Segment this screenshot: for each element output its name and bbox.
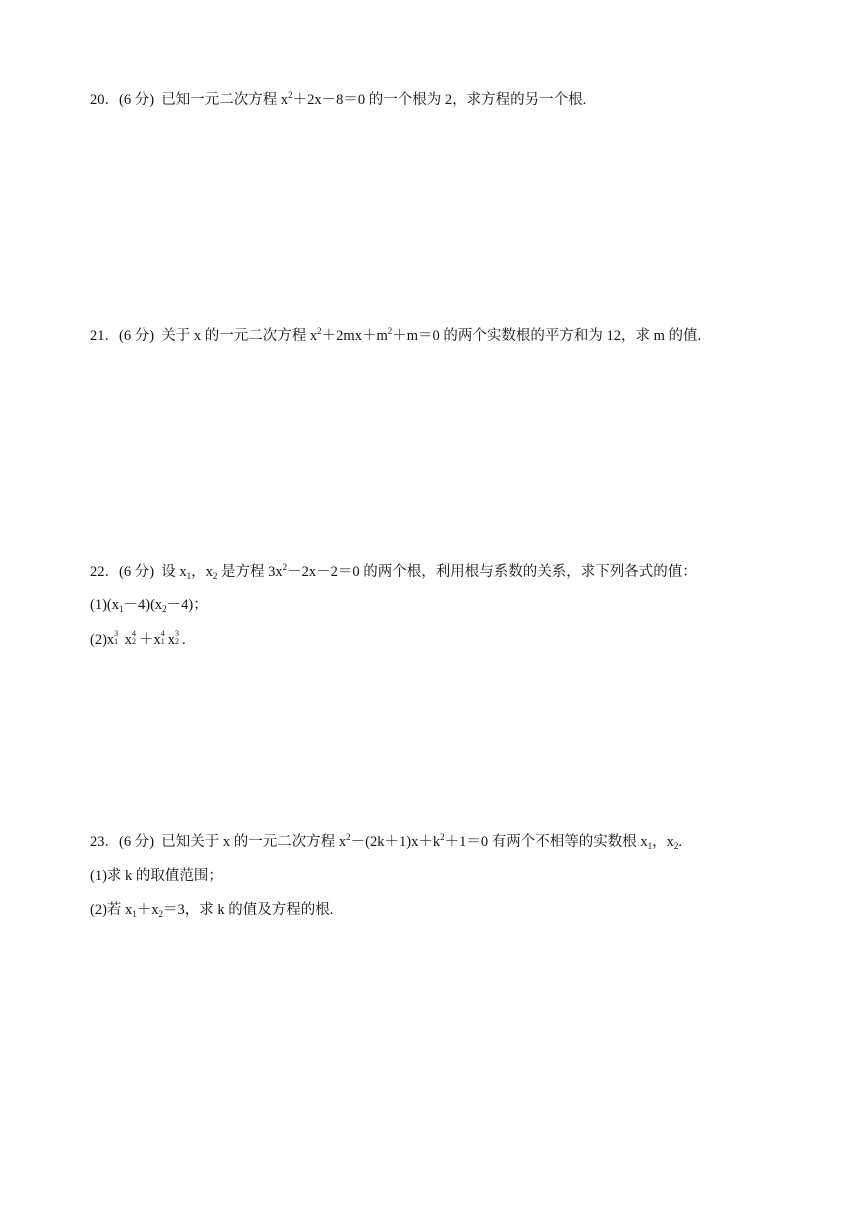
- super-sub-index: [132, 629, 139, 646]
- question-number: 20: [90, 92, 105, 108]
- question-23-part-1: [90, 867, 223, 885]
- subscript: 2: [162, 604, 167, 614]
- subscript: 2: [212, 571, 218, 581]
- subscript: 2: [132, 637, 137, 646]
- exponent: 2: [288, 90, 293, 100]
- question-text: 已知一元二次方程 x: [161, 92, 289, 108]
- exponent: 2: [317, 326, 322, 336]
- question-22-part-1: [90, 596, 208, 614]
- part-text: －4)(x: [123, 597, 163, 613]
- question-text: ＋1＝0 有两个不相等的实数根 x: [444, 834, 648, 850]
- question-text: ＋2x－8＝0 的一个根为 2，求方程的另一个根.: [292, 92, 587, 108]
- question-points: (6 分): [119, 328, 155, 344]
- question-points: (6 分): [119, 92, 155, 108]
- question-number: 23: [90, 834, 105, 850]
- superscript: 4: [160, 629, 165, 638]
- question-text: ，x: [191, 564, 213, 580]
- question-22-part-2: [90, 631, 186, 649]
- question-text: 设 x: [161, 564, 187, 580]
- question-text: ＋2mx＋m: [321, 328, 388, 344]
- subscript: 2: [175, 637, 180, 646]
- part-text: .: [182, 632, 186, 648]
- question-number: 21: [90, 328, 105, 344]
- subscript: 2: [158, 909, 164, 919]
- question-text: ＋m＝0 的两个实数根的平方和为 12，求 m 的值.: [392, 328, 702, 344]
- question-20: 20．(6 分) 已知一元二次方程 $x^2+2x-8=0$ 的一个根为 2，求方程的另一个根.: [90, 90, 587, 108]
- subscript: 1: [119, 604, 124, 614]
- question-text: －(2k＋1)x＋k: [350, 834, 441, 850]
- super-sub-index: [160, 629, 168, 646]
- part-text: x: [124, 632, 133, 648]
- question-text: 是方程 3x: [217, 564, 283, 580]
- super-sub-index: [175, 629, 182, 646]
- super-sub-index: [114, 629, 121, 646]
- part-text: (2)若 x: [90, 902, 133, 918]
- question-23-part-2: [90, 901, 333, 919]
- question-text: 已知关于 x 的一元二次方程 x: [161, 834, 347, 850]
- subscript: 1: [186, 571, 192, 581]
- part-text: (1)(x: [90, 597, 119, 613]
- exponent: 2: [282, 562, 288, 572]
- question-points: (6 分): [119, 834, 155, 850]
- part-text: ＋x: [136, 902, 159, 918]
- subscript: 1: [647, 841, 653, 851]
- part-text: (2)x: [90, 632, 115, 648]
- part-text: ＋x: [139, 632, 161, 648]
- question-text: －2x－2＝0 的两个根，利用根与系数的关系，求下列各式的值：: [287, 564, 697, 580]
- part-text: ＝3，求 k 的值及方程的根.: [163, 902, 334, 918]
- question-text: .: [678, 834, 682, 850]
- question-text: 关于 x 的一元二次方程 x: [161, 328, 318, 344]
- subscript: 1: [160, 637, 165, 646]
- exponent: 2: [440, 832, 445, 842]
- part-text: (1)求 k 的取值范围；: [90, 868, 223, 884]
- question-23: 23．(6 分) 已知关于 x 的一元二次方程 $x^2-(2k+1)x+k^2+1=0$ 有两个不相等的实数根 $x_1$，$x_2$.: [90, 832, 682, 851]
- subscript: 1: [114, 637, 119, 646]
- question-22: 22．(6 分) 设 $x_1$，$x_2$ 是方程 $3x^2-2x-2=0$ 的两个根，利用根与系数的关系，求下列各式的值：: [90, 562, 697, 581]
- part-text: －4)；: [166, 597, 208, 613]
- subscript: 1: [132, 909, 137, 919]
- superscript: 3: [175, 629, 180, 638]
- subscript: 2: [673, 841, 679, 851]
- part-text: x: [167, 632, 176, 648]
- question-21: 21．(6 分) 关于 x 的一元二次方程 $x^2+2mx+m^2+m=0$ 的两个实数根的平方和为 12，求 m 的值.: [90, 326, 702, 344]
- superscript: 3: [114, 629, 119, 638]
- exponent: 2: [387, 326, 393, 336]
- question-points: (6 分): [119, 564, 155, 580]
- superscript: 4: [132, 629, 137, 638]
- question-number: 22: [90, 564, 105, 580]
- exponent: 2: [346, 832, 351, 842]
- question-text: ，x: [652, 834, 674, 850]
